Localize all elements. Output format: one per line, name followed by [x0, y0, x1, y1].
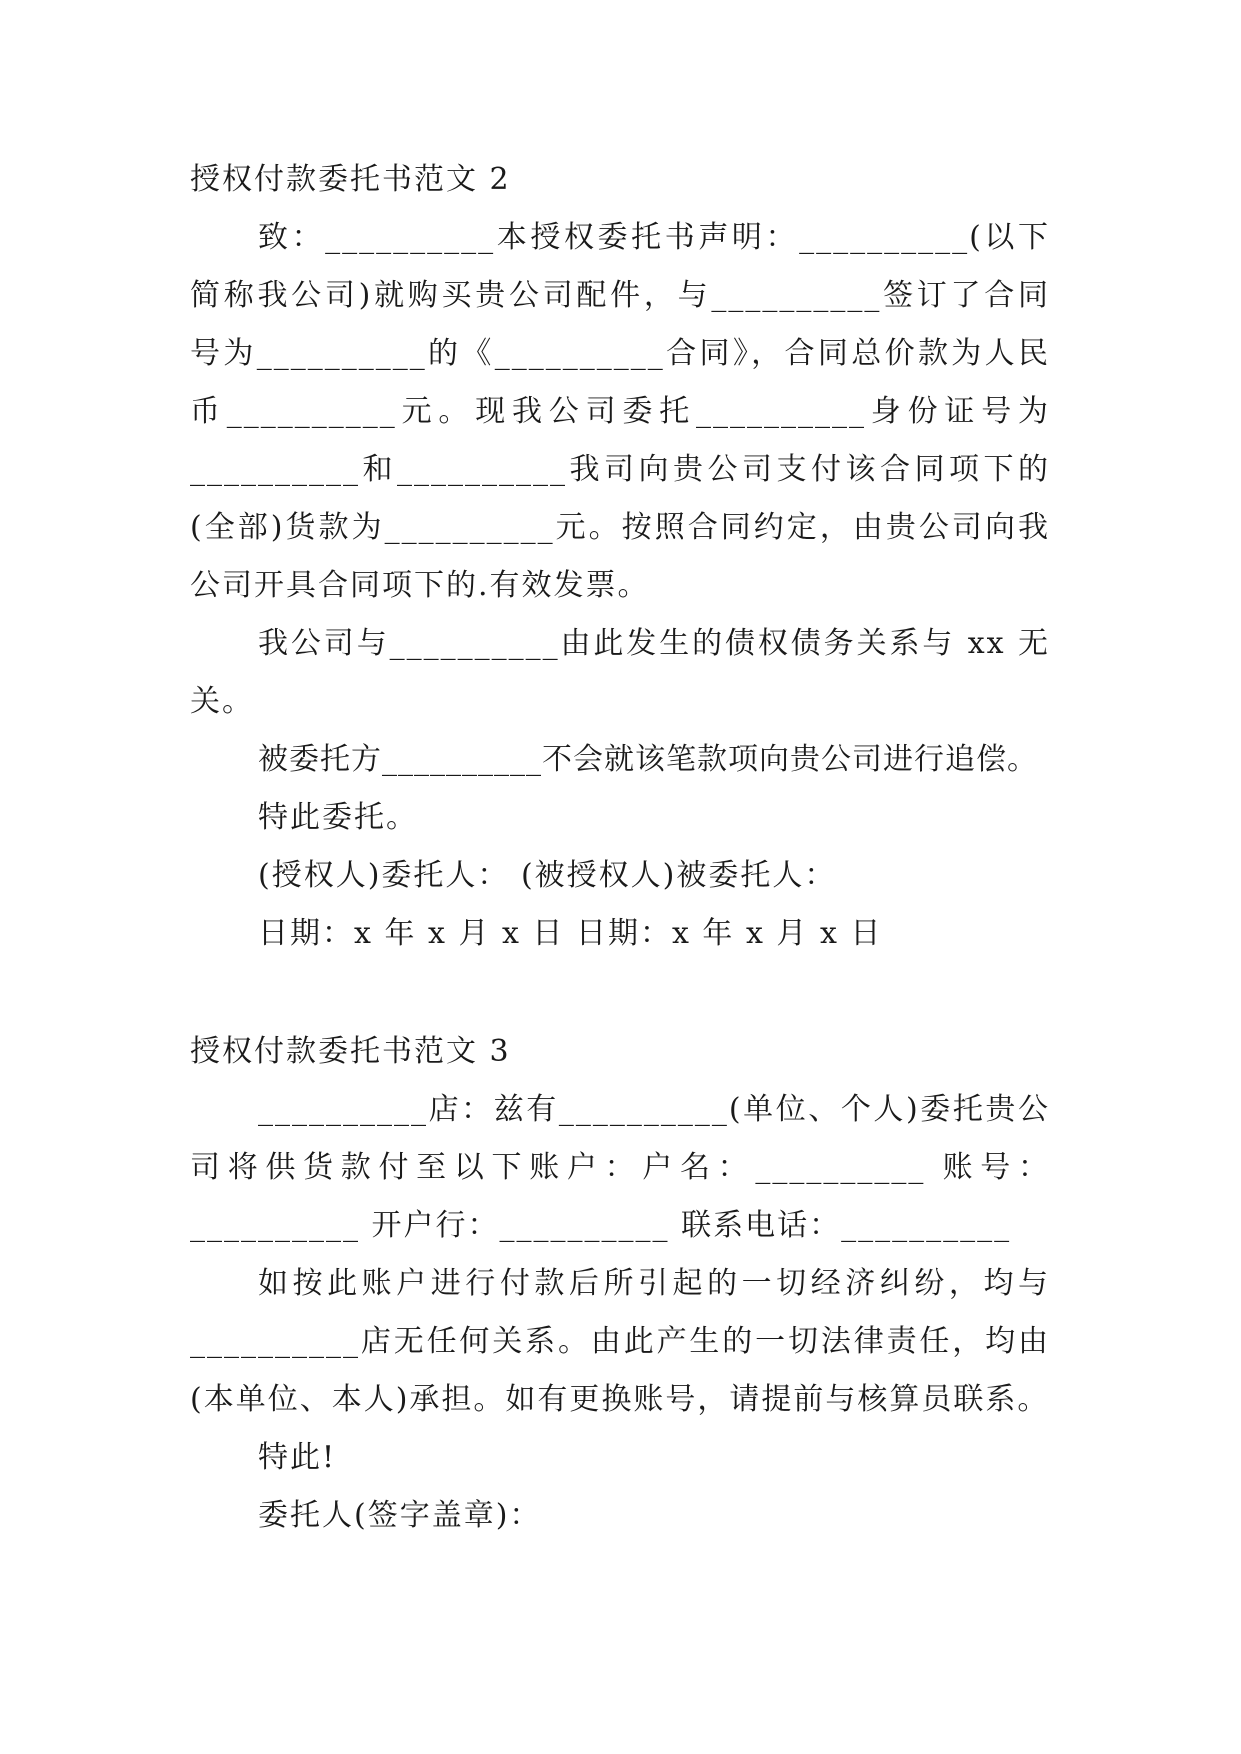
paragraph-line: 简称我公司)就购买贵公司配件，与__________签订了合同	[190, 278, 1050, 313]
paragraph-line: (本单位、本人)承担。如有更换账号，请提前与核算员联系。	[190, 1382, 1050, 1417]
section-3-title: 授权付款委托书范文 3	[190, 1034, 511, 1069]
paragraph-line: __________店无任何关系。由此产生的一切法律责任，均由	[190, 1324, 1050, 1359]
paragraph-line: 如按此账户进行付款后所引起的一切经济纠纷，均与	[258, 1266, 1050, 1301]
date-line: 日期：x 年 x 月 x 日 日期：x 年 x 月 x 日	[258, 916, 883, 951]
paragraph-line: __________和__________我司向贵公司支付该合同项下的	[190, 452, 1050, 487]
paragraph-line: 致：__________本授权委托书声明：__________(以下	[258, 220, 1050, 255]
paragraph-line: 关。	[190, 684, 254, 719]
signature-line: 委托人(签字盖章)：	[258, 1498, 542, 1533]
paragraph-line: (全部)货款为__________元。按照合同约定，由贵公司向我	[190, 510, 1050, 545]
paragraph-line: __________ 开户行：__________ 联系电话：__________	[190, 1208, 1012, 1243]
paragraph-line: 币__________元。现我公司委托__________身份证号为	[190, 394, 1050, 429]
paragraph-line: 特此!	[258, 1440, 337, 1475]
paragraph-line: 司将供货款付至以下账户：户名：__________ 账号：	[190, 1150, 1050, 1185]
paragraph-line: 被委托方__________不会就该笔款项向贵公司进行追偿。	[258, 742, 1038, 777]
paragraph-line: __________店：兹有__________(单位、个人)委托贵公	[258, 1092, 1050, 1127]
paragraph-line: 我公司与__________由此发生的债权债务关系与 xx 无	[258, 626, 1050, 661]
signature-line: (授权人)委托人： (被授权人)被委托人：	[258, 858, 837, 893]
paragraph-line: 公司开具合同项下的.有效发票。	[190, 568, 650, 603]
paragraph-line: 号为__________的《__________合同》，合同总价款为人民	[190, 336, 1050, 371]
paragraph-line: 特此委托。	[258, 800, 418, 835]
section-2-title: 授权付款委托书范文 2	[190, 162, 511, 197]
